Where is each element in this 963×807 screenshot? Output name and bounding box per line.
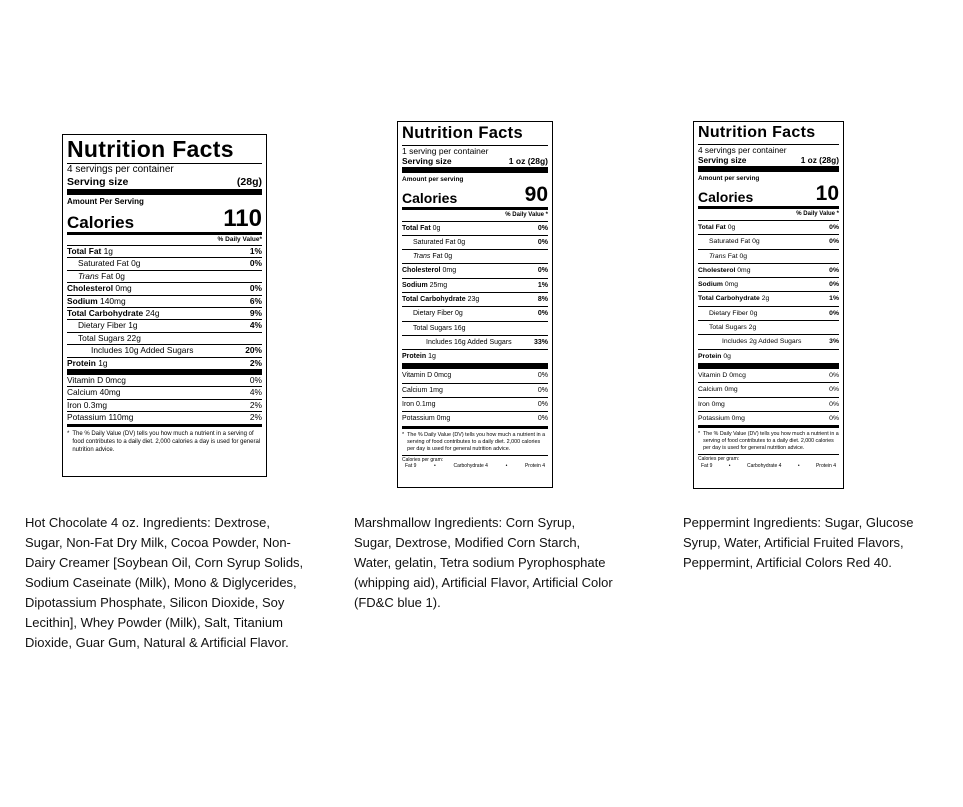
nutrient-amount: 0mcg	[729, 371, 746, 379]
nutrient-name: Trans	[709, 252, 726, 260]
nutrient-name: Sodium	[402, 281, 428, 289]
nutrient-name: Protein	[698, 352, 722, 360]
nutrient-amount: Fat 0g	[727, 252, 748, 260]
footnote-asterisk: *	[67, 430, 70, 437]
nutrient-name: Potassium	[698, 414, 730, 422]
nutrient-amount: Fat 0g	[432, 253, 453, 261]
bullet-icon: •	[434, 463, 436, 470]
nutrient-dv: 0%	[249, 283, 262, 294]
nutrient-amount: 1g	[98, 357, 108, 368]
nutrient-name: Total Carbohydrate	[402, 295, 466, 303]
nutrient-dv: 1%	[537, 281, 548, 289]
nutrient-name: Iron	[67, 399, 82, 410]
nutrient-dv: 0%	[829, 414, 839, 422]
daily-value-header: % Daily Value*	[67, 235, 262, 246]
nutrient-dv: 0%	[829, 309, 839, 317]
nutrient-name: Protein	[402, 353, 427, 361]
nutrient-name: Total Fat	[402, 224, 431, 232]
nutrient-name: Total Sugars	[78, 332, 125, 343]
serving-size-label: Serving size	[67, 176, 129, 188]
nutrition-label-marshmallow	[397, 121, 553, 488]
label-title: Nutrition Facts	[402, 124, 523, 142]
nutrient-name: Trans	[78, 270, 99, 281]
nutrient-dv: 9%	[249, 308, 262, 319]
bullet-icon: •	[505, 463, 508, 470]
nutrient-name: Cholesterol	[402, 267, 441, 275]
nutrient-amount: 0g	[727, 224, 736, 231]
nutrient-name: Sodium	[67, 295, 98, 306]
bullet-icon: •	[797, 462, 800, 469]
nutrient-dv: 2%	[249, 412, 262, 423]
nutrient-dv: 0%	[537, 386, 548, 394]
nutrient-amount: 0mg	[737, 266, 751, 274]
nutrient-dv: 4%	[249, 320, 262, 331]
nutrient-amount: 0.1mg	[416, 401, 436, 409]
nutrient-dv: 0%	[537, 401, 548, 409]
nutrient-amount: 1g	[103, 246, 113, 256]
nutrient-amount: 40mg	[99, 387, 121, 398]
nutrient-name: Includes 10g Added Sugars	[91, 345, 194, 356]
footnote-asterisk: *	[698, 431, 701, 438]
nutrient-name: Calcium	[402, 386, 428, 394]
serving-size-value: (28g)	[236, 176, 262, 188]
cpg-carb: Carbohydrate 4	[453, 463, 488, 470]
nutrient-dv: 0%	[249, 258, 262, 269]
nutrient-name: Potassium	[402, 415, 435, 423]
nutrient-name: Total Sugars	[709, 324, 747, 332]
nutrient-dv: 0%	[829, 400, 839, 408]
nutrient-amount: 0mg	[115, 283, 132, 294]
nutrient-amount: 22g	[126, 332, 141, 343]
nutrient-amount: 0g	[749, 309, 758, 317]
nutrient-name: Vitamin D	[67, 375, 104, 386]
daily-value-header: % Daily Value *	[698, 209, 839, 221]
nutrient-name: Vitamin D	[698, 371, 728, 379]
daily-value-header: % Daily Value *	[402, 210, 548, 222]
nutrient-name: Total Carbohydrate	[67, 308, 144, 319]
nutrient-amount: 0g	[457, 238, 466, 246]
nutrient-amount: 23g	[467, 295, 480, 303]
nutrient-amount: 24g	[145, 308, 160, 319]
nutrient-dv: 0%	[537, 224, 548, 232]
nutrient-dv: 1%	[829, 295, 839, 303]
nutrient-dv: 0%	[829, 266, 839, 274]
nutrient-dv: 0%	[829, 281, 839, 289]
nutrient-name: Saturated Fat	[413, 238, 456, 246]
nutrient-name: Includes 2g Added Sugars	[722, 338, 802, 346]
calories-per-gram-label: Calories per gram:	[402, 456, 444, 463]
nutrient-amount: 0mg	[711, 400, 725, 408]
label-title: Nutrition Facts	[67, 136, 234, 162]
nutrient-amount: 1mg	[429, 386, 443, 394]
nutrient-amount: 2g	[761, 295, 770, 303]
nutrient-dv: 0%	[537, 310, 548, 318]
nutrient-name: Dietary Fiber	[413, 310, 454, 318]
nutrient-name: Sodium	[698, 281, 723, 289]
nutrient-name: Dietary Fiber	[709, 309, 748, 317]
cpg-protein: Protein 4	[524, 463, 545, 470]
nutrient-dv: 0%	[537, 267, 548, 275]
nutrient-amount: 0mg	[724, 281, 739, 289]
nutrient-name: Iron	[698, 400, 710, 408]
nutrient-name: Total Sugars	[413, 324, 452, 332]
cpg-fat: Fat 9	[405, 463, 417, 470]
nutrient-name: Total Carbohydrate	[698, 295, 760, 303]
calories-per-gram-label: Calories per gram:	[698, 456, 740, 463]
nutrient-name: Cholesterol	[67, 283, 114, 294]
nutrient-amount: 0g	[455, 310, 463, 318]
nutrient-amount: 0g	[723, 352, 731, 360]
nutrient-dv: 2%	[249, 357, 262, 368]
nutrient-amount: 0mg	[436, 415, 451, 423]
cpg-fat: Fat 9	[701, 462, 713, 469]
nutrient-dv: 20%	[245, 345, 262, 356]
nutrient-amount: 0g	[752, 238, 760, 246]
ingredients-hot-chocolate: Hot Chocolate 4 oz. Ingredients: Dextrose, Sugar, Non-Fat Dry Milk, Cocoa Powder, Non-Dairy Creamer [Soybean Oil, Corn Syrup Solids, Sodium Caseinate (Milk), Mono & Diglycerides, Dipotassium Phosphate, Silicon Dioxide, Soy Lecithin], Whey Powder (Milk), Salt, Titanium Dioxide, Guar Gum, Natural & Artificial Flavor.	[25, 515, 304, 650]
nutrient-amount: 1g	[428, 353, 436, 361]
nutrient-dv: 0%	[829, 371, 839, 379]
cpg-protein: Protein 4	[815, 462, 836, 469]
nutrient-name: Vitamin D	[402, 372, 433, 380]
nutrient-amount: 16g	[453, 324, 466, 332]
amount-per-serving: Amount per serving	[402, 175, 464, 183]
nutrient-dv: 0%	[537, 415, 548, 423]
nutrient-dv: 0%	[537, 238, 548, 246]
ingredients-marshmallow: Marshmallow Ingredients: Corn Syrup, Sugar, Dextrose, Modified Corn Starch, Water, gelatin, Tetra sodium Pyrophosphate (whipping aid), Artificial Flavor, Artificial Color (FD&C blue 1).	[354, 515, 613, 610]
nutrient-dv: 0%	[829, 238, 839, 246]
serving-size-value: 1 oz (28g)	[508, 155, 548, 166]
serving-size-label: Serving size	[698, 155, 747, 165]
nutrition-label-hot-chocolate	[62, 134, 267, 477]
nutrient-dv: 0%	[249, 375, 262, 386]
nutrient-name: Calcium	[67, 387, 98, 398]
nutrient-name: Cholesterol	[698, 266, 736, 274]
nutrient-name: Calcium	[698, 386, 723, 394]
footnote: The % Daily Value (DV) tells you how much a nutrient in a serving of food contributes to a daily diet. 2,000 calories per day is used for general nutrition advice.	[407, 431, 546, 452]
nutrient-name: Iron	[402, 401, 415, 409]
calories-label: Calories	[698, 189, 754, 205]
nutrient-amount: 0mcg	[434, 372, 452, 380]
serving-size-value: 1 oz (28g)	[800, 155, 839, 165]
footnote: The % Daily Value (DV) tells you how much a nutrient in a serving of food contributes to a daily diet. 2,000 calories a day is used for general nutrition advice.	[72, 430, 261, 453]
nutrient-dv: 1%	[249, 246, 262, 256]
serving-size-label: Serving size	[402, 155, 452, 166]
nutrition-label-peppermint	[693, 121, 844, 489]
nutrient-amount: 0mcg	[105, 375, 126, 386]
nutrient-amount: 2g	[748, 324, 757, 332]
nutrient-dv: 4%	[249, 387, 262, 398]
nutrient-dv: 33%	[533, 338, 548, 346]
nutrient-amount: Fat 0g	[101, 270, 125, 281]
amount-per-serving: Amount per serving	[698, 175, 760, 182]
nutrient-amount: 0mg	[724, 386, 738, 394]
nutrient-dv: 2%	[249, 399, 262, 410]
nutrient-name: Total Fat	[698, 224, 726, 231]
footnote-asterisk: *	[402, 431, 405, 438]
calories-value: 10	[815, 182, 839, 205]
label-title: Nutrition Facts	[698, 124, 816, 141]
nutrient-dv: 3%	[829, 338, 839, 346]
nutrient-amount: 25mg	[429, 281, 448, 289]
nutrient-amount: 0mg	[442, 267, 457, 275]
footnote: The % Daily Value (DV) tells you how much a nutrient in a serving of food contributes to a daily diet. 2,000 calories per day is used for general nutrition advice.	[703, 431, 839, 452]
nutrient-amount: 0mg	[731, 414, 745, 422]
nutrient-amount: 0g	[131, 258, 141, 269]
nutrient-name: Dietary Fiber	[78, 320, 126, 331]
nutrient-dv: 0%	[537, 372, 548, 380]
nutrient-amount: 0g	[432, 224, 441, 232]
nutrient-dv: 8%	[537, 295, 548, 303]
nutrient-name: Saturated Fat	[709, 238, 751, 246]
nutrient-name: Trans	[413, 253, 431, 261]
cpg-carb: Carbohydrate 4	[746, 462, 782, 469]
nutrient-name: Saturated Fat	[78, 258, 129, 269]
ingredients-peppermint: Peppermint Ingredients: Sugar, Glucose Syrup, Water, Artificial Fruited Flavors, Peppermint, Artificial Colors Red 40.	[683, 515, 914, 570]
amount-per-serving: Amount Per Serving	[67, 197, 144, 206]
calories-value: 110	[223, 205, 262, 232]
nutrient-dv: 6%	[249, 295, 262, 306]
calories-value: 90	[524, 182, 548, 206]
nutrient-name: Protein	[67, 357, 96, 368]
calories-label: Calories	[67, 213, 135, 232]
nutrient-name: Potassium	[67, 412, 107, 423]
nutrient-dv: 0%	[829, 224, 839, 231]
servings-per-container: 4 servings per container	[67, 164, 174, 175]
nutrient-amount: 0.3mg	[83, 399, 108, 410]
servings-per-container: 4 servings per container	[698, 145, 787, 155]
nutrient-amount: 140mg	[100, 295, 126, 306]
nutrient-dv: 0%	[829, 386, 839, 394]
nutrient-name: Total Fat	[67, 246, 102, 256]
calories-label: Calories	[402, 189, 458, 206]
nutrient-name: Includes 16g Added Sugars	[426, 338, 512, 346]
servings-per-container: 1 serving per container	[402, 145, 489, 156]
nutrient-amount: 110mg	[108, 412, 134, 423]
nutrient-amount: 1g	[128, 320, 138, 331]
bullet-icon: •	[728, 462, 731, 469]
